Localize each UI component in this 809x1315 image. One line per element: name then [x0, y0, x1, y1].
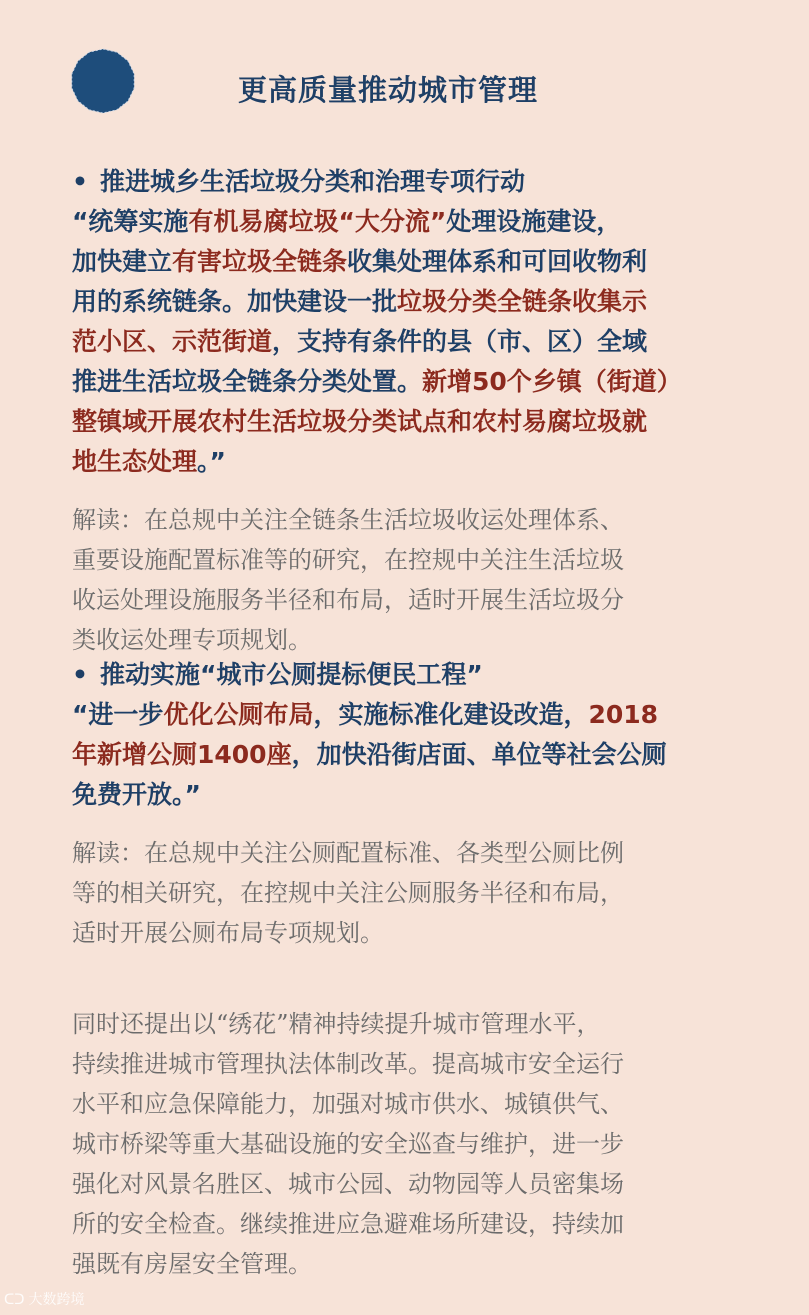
highlighted-text: 有机易腐垃圾“大分流”: [188, 207, 447, 236]
summary-line: 同时还提出以“绣花”精神持续提升城市管理水平，: [72, 1010, 601, 1038]
quote-line: [72, 442, 752, 482]
quote-text: 收集处理体系和可回收物利: [347, 247, 648, 276]
quote-text: 免费开放。”: [72, 780, 201, 809]
summary-line: 强既有房屋安全管理。: [72, 1250, 312, 1278]
note-line: 重要设施配置标准等的研究，在控规中关注生活垃圾: [72, 546, 624, 574]
decorative-badge-icon: [70, 48, 136, 114]
note-line: 等的相关研究，在控规中关注公厕服务半径和布局，: [72, 879, 624, 907]
quote-line: [72, 242, 752, 282]
quote-text: 用的系统链条。加快建设一批: [72, 287, 398, 316]
watermark: [4, 1289, 84, 1309]
policy-quote: [72, 695, 752, 815]
heading-text: 推动实施“城市公厕提标便民工程”: [100, 660, 483, 689]
watermark-text: 大数跨境: [28, 1292, 85, 1308]
summary-line: 强化对风景名胜区、城市公园、动物园等人员密集场: [72, 1170, 624, 1198]
bullet-icon: •: [72, 167, 88, 196]
watermark-logo-icon: ᑕᑐ: [4, 1292, 25, 1308]
quote-line: [72, 695, 752, 735]
quote-line: [72, 362, 752, 402]
highlighted-text: 2018: [588, 700, 659, 729]
note-line: 类收运处理专项规划。: [72, 626, 312, 654]
section-public-toilets: [72, 655, 752, 953]
section-heading: [72, 655, 752, 695]
quote-line: [72, 775, 752, 815]
summary-paragraph: [72, 1004, 752, 1284]
summary-line: 城市桥梁等重大基础设施的安全巡查与维护，进一步: [72, 1130, 624, 1158]
quote-text: ，加快沿街店面、单位等社会公厕: [291, 740, 667, 769]
quote-text: ，实施标准化建设改造，: [313, 700, 589, 729]
quote-text: “统筹实施: [72, 207, 189, 236]
highlighted-text: 有害垃圾全链条: [172, 247, 348, 276]
note-line: 解读：在总规中关注全链条生活垃圾收运处理体系、: [72, 506, 624, 534]
quote-text: “进一步: [72, 700, 164, 729]
interpretation-note: [72, 833, 752, 953]
note-line: 收运处理设施服务半径和布局，适时开展生活垃圾分: [72, 586, 624, 614]
section-heading: [72, 162, 752, 202]
highlighted-text: 新增50个乡镇（街道）: [422, 367, 682, 396]
highlighted-text: 年新增公厕1400座: [72, 740, 292, 769]
quote-text: 推进生活垃圾全链条分类处置。: [72, 367, 423, 396]
highlighted-text: 垃圾分类全链条收集示: [397, 287, 648, 316]
summary-line: 水平和应急保障能力，加强对城市供水、城镇供气、: [72, 1090, 624, 1118]
quote-line: [72, 322, 752, 362]
quote-text: 。”: [197, 447, 226, 476]
note-line: 解读：在总规中关注公厕配置标准、各类型公厕比例: [72, 839, 624, 867]
highlighted-text: 优化公厕布局: [163, 700, 314, 729]
quote-line: [72, 282, 752, 322]
note-line: 适时开展公厕布局专项规划。: [72, 919, 384, 947]
interpretation-note: [72, 500, 752, 660]
bullet-icon: •: [72, 660, 88, 689]
highlighted-text: 地生态处理: [72, 447, 198, 476]
quote-line: [72, 735, 752, 775]
quote-line: [72, 402, 752, 442]
quote-line: [72, 202, 752, 242]
highlighted-text: 整镇域开展农村生活垃圾分类试点和农村易腐垃圾就: [72, 407, 648, 436]
heading-text: 推进城乡生活垃圾分类和治理专项行动: [100, 167, 526, 196]
section-garbage-sorting: [72, 162, 752, 660]
highlighted-text: 范小区、示范街道: [72, 327, 273, 356]
summary-line: 所的安全检查。继续推进应急避难场所建设，持续加: [72, 1210, 624, 1238]
quote-text: 加快建立: [72, 247, 173, 276]
page-title: 更高质量推动城市管理: [238, 73, 539, 107]
quote-text: 处理设施建设，: [446, 207, 622, 236]
summary-line: 持续推进城市管理执法体制改革。提高城市安全运行: [72, 1050, 624, 1078]
policy-quote: [72, 202, 752, 482]
quote-text: ，支持有条件的县（市、区）全域: [272, 327, 648, 356]
